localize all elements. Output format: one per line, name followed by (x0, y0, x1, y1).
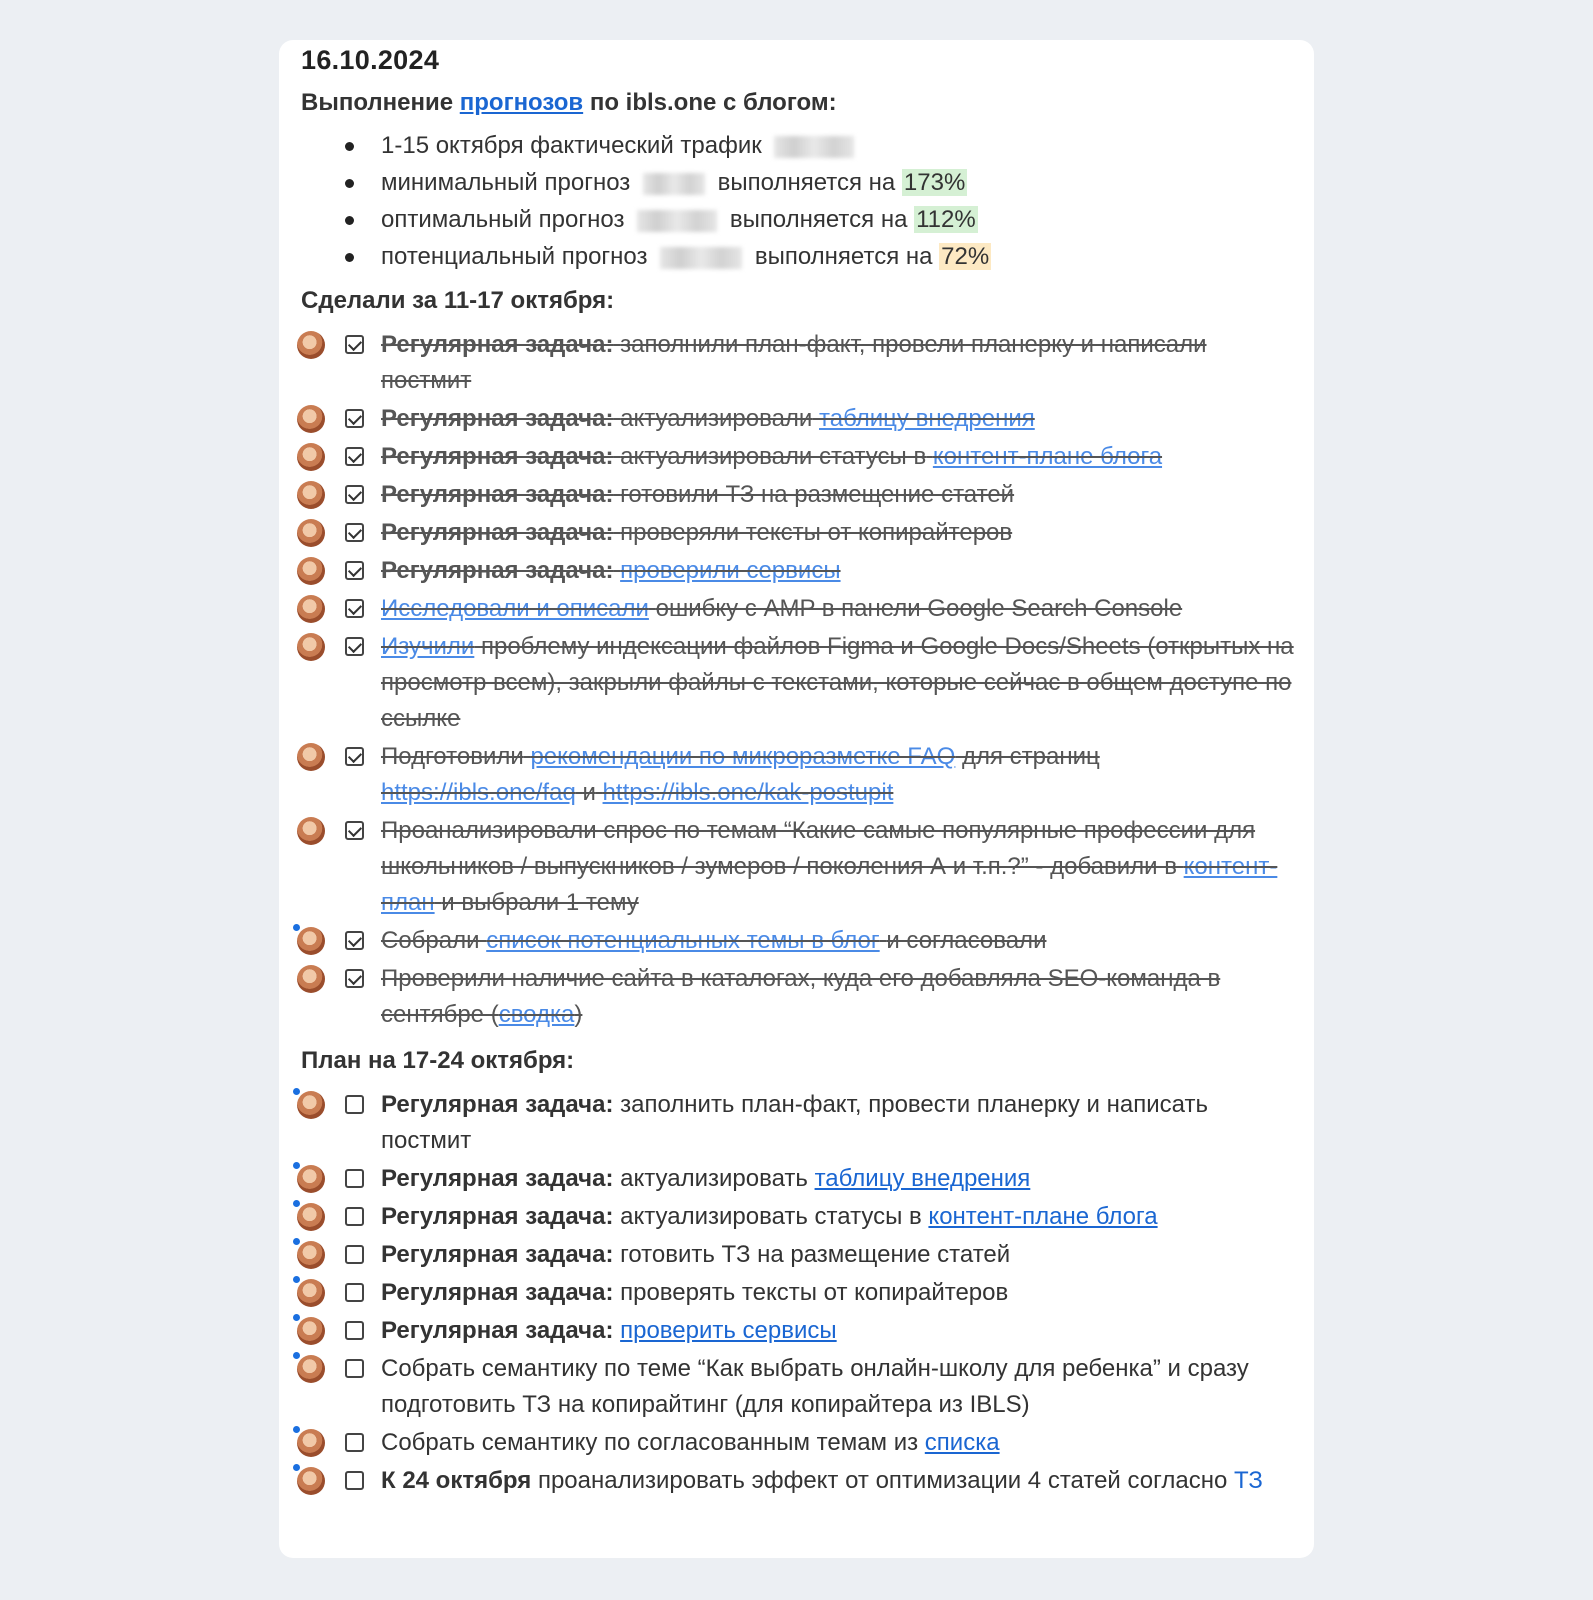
checkbox-checked[interactable] (345, 599, 364, 618)
task-text: проверяли тексты от копирайтеров (620, 519, 1013, 546)
task-link[interactable]: проверить сервисы (620, 1317, 837, 1344)
task-label: К 24 октября (381, 1467, 532, 1494)
avatar[interactable] (297, 481, 325, 509)
item-text-tail: выполняется на (729, 206, 908, 233)
blurred-value (774, 136, 854, 158)
task-text: ошибку с AMP в панели Google Search Console (655, 595, 1183, 622)
task-link[interactable]: https://ibls.one/kak-postupit (602, 779, 894, 806)
done-task-list (301, 327, 1314, 1033)
checkbox-unchecked[interactable] (345, 1359, 364, 1378)
avatar[interactable] (297, 965, 325, 993)
checkbox-checked[interactable] (345, 335, 364, 354)
task-item (301, 1463, 1314, 1499)
task-link[interactable]: Изучили (381, 633, 475, 660)
document-card (279, 40, 1314, 1558)
report-date: 16.10.2024 (301, 45, 440, 75)
item-text: потенциальный прогноз (381, 243, 648, 270)
task-item (301, 961, 1314, 1033)
checkbox-unchecked[interactable] (345, 1471, 364, 1490)
task-link[interactable]: сводка (498, 1001, 575, 1028)
task-text: Подготовили (381, 743, 524, 770)
task-label: Регулярная задача: (381, 1165, 614, 1192)
done-heading-text: Сделали за (301, 287, 438, 314)
task-text: готовили ТЗ на размещение статей (620, 481, 1015, 508)
task-item (301, 1313, 1314, 1349)
checkbox-unchecked[interactable] (345, 1095, 364, 1114)
task-text: готовить ТЗ на размещение статей (620, 1241, 1011, 1268)
checkbox-checked[interactable] (345, 523, 364, 542)
task-item (301, 553, 1314, 589)
checkbox-checked[interactable] (345, 821, 364, 840)
task-text: Проверили наличие сайта в каталогах, куда его добавляла SEO-команда в сентябре ( (381, 965, 1221, 1028)
task-label: Регулярная задача: (381, 1091, 614, 1118)
checkbox-checked[interactable] (345, 447, 364, 466)
avatar[interactable] (297, 1279, 325, 1307)
checkbox-unchecked[interactable] (345, 1433, 364, 1452)
list-item (301, 201, 1314, 238)
task-text: заполнить план-факт, провести планерку и написать постмит (381, 1091, 1208, 1154)
percent-badge: 72% (941, 243, 990, 270)
task-item (301, 1161, 1314, 1197)
checkbox-unchecked[interactable] (345, 1207, 364, 1226)
list-item (301, 164, 1314, 201)
task-text: Проанализировали спрос по темам “Какие самые популярные профессии для школьников / выпускников / зумеров / поколения А и т.п.?” - добавили в (381, 817, 1256, 880)
task-text: заполнили план-факт, провели планерку и написали постмит (381, 331, 1207, 394)
avatar[interactable] (297, 519, 325, 547)
avatar[interactable] (297, 743, 325, 771)
checkbox-checked[interactable] (345, 409, 364, 428)
plan-heading (301, 1045, 1314, 1077)
task-link[interactable]: https://ibls.one/faq (381, 779, 576, 806)
avatar[interactable] (297, 927, 325, 955)
avatar[interactable] (297, 1203, 325, 1231)
task-item (301, 1087, 1314, 1159)
checkbox-checked[interactable] (345, 637, 364, 656)
task-text: ) (574, 1001, 583, 1028)
plan-task-list (301, 1087, 1314, 1499)
item-text-tail: выполняется на (717, 169, 896, 196)
task-link[interactable]: контент-плане блога (928, 1203, 1158, 1230)
avatar[interactable] (297, 1429, 325, 1457)
task-label: Регулярная задача: (381, 1317, 614, 1344)
task-label: Регулярная задача: (381, 557, 614, 584)
task-label: Регулярная задача: (381, 1241, 614, 1268)
task-link[interactable]: ТЗ (1233, 1467, 1263, 1494)
task-link[interactable]: рекомендации по микроразметке FAQ (530, 743, 956, 770)
forecast-heading-tail: по ibls.one с блогом: (589, 89, 837, 116)
checkbox-checked[interactable] (345, 931, 364, 950)
task-item (301, 1351, 1314, 1423)
avatar[interactable] (297, 633, 325, 661)
task-item (301, 515, 1314, 551)
task-text: проанализировать эффект от оптимизации 4 статей согласно (537, 1467, 1228, 1494)
task-text: проверять тексты от копирайтеров (620, 1279, 1009, 1306)
done-heading-dates: 11-17 октября: (443, 287, 615, 314)
avatar[interactable] (297, 1355, 325, 1383)
task-text: Собрать семантику по согласованным темам из (381, 1429, 919, 1456)
task-text: актуализировать (620, 1165, 808, 1192)
avatar[interactable] (297, 405, 325, 433)
task-item (301, 1425, 1314, 1461)
checkbox-checked[interactable] (345, 969, 364, 988)
task-item (301, 1237, 1314, 1273)
percent-badge: 173% (903, 169, 966, 196)
avatar[interactable] (297, 595, 325, 623)
percent-badge: 112% (916, 206, 976, 233)
done-heading (301, 285, 1314, 317)
task-link[interactable]: Исследовали и описали (381, 595, 649, 622)
task-text: актуализировали (620, 405, 813, 432)
item-text: 1-15 октября фактический трафик (381, 132, 762, 159)
item-text-tail: выполняется на (754, 243, 933, 270)
task-label: Регулярная задача: (381, 481, 614, 508)
task-text: проблему индексации файлов Figma и Google Docs/Sheets (открытых на просмотр всем), закрыли файлы с текстами, которые сейчас в общем доступе по ссылке (381, 633, 1294, 732)
forecast-heading (301, 87, 1314, 119)
list-item (301, 238, 1314, 275)
plan-heading-text: План на (301, 1047, 396, 1074)
task-link[interactable]: списка (924, 1429, 1000, 1456)
task-item (301, 923, 1314, 959)
avatar[interactable] (297, 1241, 325, 1269)
task-text: и выбрали 1 тему (441, 889, 639, 916)
item-text: оптимальный прогноз (381, 206, 625, 233)
task-item (301, 739, 1314, 811)
checkbox-unchecked[interactable] (345, 1321, 364, 1340)
task-text: Собрать семантику по теме “Как выбрать онлайн-школу для ребенка” и сразу подготовить ТЗ на копирайтинг (для копирайтера из IBLS) (381, 1355, 1249, 1418)
avatar[interactable] (297, 1165, 325, 1193)
task-item (301, 439, 1314, 475)
task-item (301, 401, 1314, 437)
avatar[interactable] (297, 1467, 325, 1495)
blurred-value (660, 247, 742, 269)
task-link[interactable]: список потенциальных темы в блог (486, 927, 880, 954)
task-text: Собрали (381, 927, 480, 954)
task-link[interactable]: контент-плане блога (932, 443, 1163, 470)
task-label: Регулярная задача: (381, 331, 614, 358)
checkbox-unchecked[interactable] (345, 1245, 364, 1264)
task-item (301, 813, 1314, 921)
task-text: актуализировать статусы в (620, 1203, 922, 1230)
avatar[interactable] (297, 1091, 325, 1119)
blurred-value (643, 173, 705, 195)
task-label: Регулярная задача: (381, 443, 614, 470)
avatar[interactable] (297, 557, 325, 585)
item-text: минимальный прогноз (381, 169, 631, 196)
task-text: актуализировали статусы в (620, 443, 927, 470)
checkbox-unchecked[interactable] (345, 1283, 364, 1302)
forecast-link[interactable]: прогнозов (459, 89, 584, 116)
checkbox-checked[interactable] (345, 747, 364, 766)
checkbox-checked[interactable] (345, 485, 364, 504)
task-text: и (582, 779, 596, 806)
task-link[interactable]: таблицу внедрения (819, 405, 1035, 432)
task-item (301, 591, 1314, 627)
task-label: Регулярная задача: (381, 1279, 614, 1306)
forecast-list (301, 127, 1314, 275)
avatar[interactable] (297, 331, 325, 359)
task-label: Регулярная задача: (381, 519, 614, 546)
avatar[interactable] (297, 1317, 325, 1345)
forecast-heading-text: Выполнение (301, 89, 454, 116)
task-link[interactable]: таблицу внедрения (814, 1165, 1031, 1192)
blurred-value (637, 210, 717, 232)
task-text: для страниц (961, 743, 1100, 770)
task-link[interactable]: проверили сервисы (620, 557, 841, 584)
list-item (301, 127, 1314, 164)
task-item (301, 477, 1314, 513)
task-link[interactable]: контент-план (381, 853, 1278, 916)
task-label: Регулярная задача: (381, 405, 614, 432)
task-item (301, 1199, 1314, 1235)
task-item (301, 1275, 1314, 1311)
checkbox-unchecked[interactable] (345, 1169, 364, 1188)
task-item (301, 327, 1314, 399)
task-text: и согласовали (886, 927, 1047, 954)
task-label: Регулярная задача: (381, 1203, 614, 1230)
avatar[interactable] (297, 443, 325, 471)
avatar[interactable] (297, 817, 325, 845)
checkbox-checked[interactable] (345, 561, 364, 580)
plan-heading-dates: 17-24 октября: (402, 1047, 575, 1074)
task-item (301, 629, 1314, 737)
